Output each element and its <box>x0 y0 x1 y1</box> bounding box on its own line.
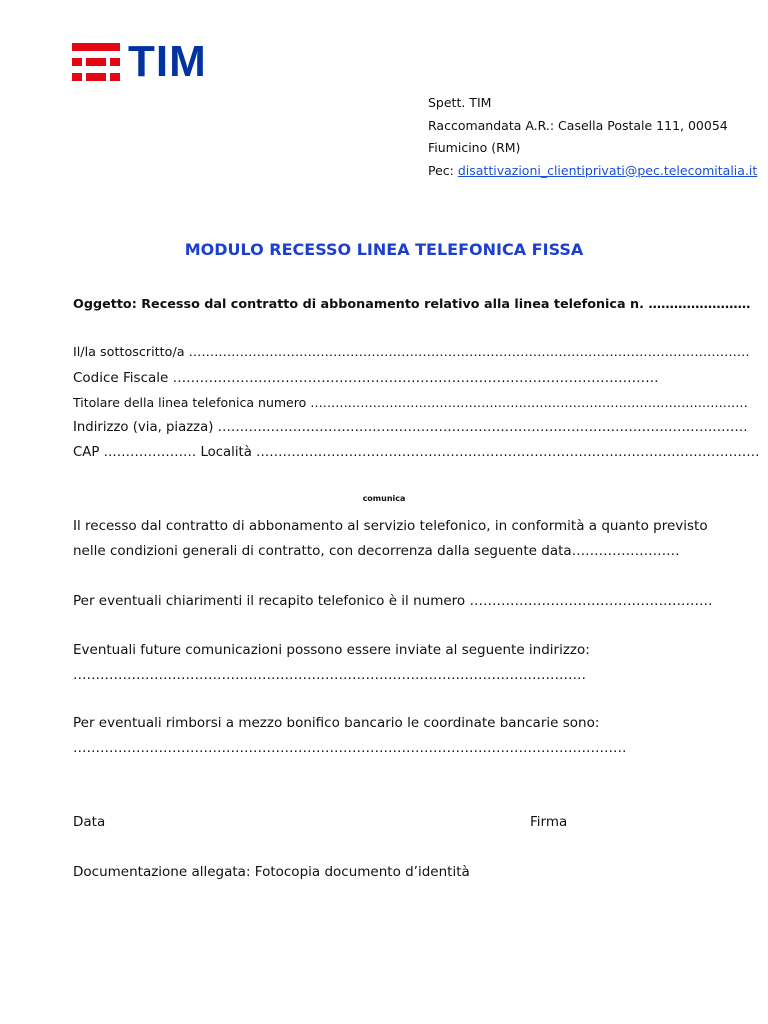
field-titolare: Titolare della linea telefonica numero …………………………………………………………………………………………… <box>73 395 748 410</box>
address-line-3: Fiumicino (RM) <box>428 140 521 155</box>
tim-stripes-icon <box>72 43 120 81</box>
tim-logo <box>72 37 222 86</box>
recipient-address <box>428 92 757 182</box>
comunicazioni-dots: …………………………………………………………………………………………………… <box>73 667 586 683</box>
data-label: Data <box>73 814 106 830</box>
address-line-1: Spett. TIM <box>428 95 492 110</box>
document-title: MODULO RECESSO LINEA TELEFONICA FISSA <box>184 240 584 259</box>
pec-email-link[interactable]: disattivazioni_clientiprivati@pec.telecomitalia.it <box>457 162 758 178</box>
subject-line: Oggetto: Recesso dal contratto di abbonamento relativo alla linea telefonica n. …………………… <box>73 297 751 312</box>
pec-line <box>428 160 757 183</box>
rimborsi-line: Per eventuali rimborsi a mezzo bonifico bancario le coordinate bancarie sono: <box>73 715 600 731</box>
address-line-2: Raccomandata A.R.: Casella Postale 111, 00054 <box>428 117 728 133</box>
comunica-heading: comunica <box>362 494 406 503</box>
pec-label: Pec: <box>428 162 458 178</box>
field-cap-localita: CAP ………………… Località …………………………………………………………………………………………………… <box>73 445 760 460</box>
field-codice-fiscale: Codice Fiscale ……………………………………………………………………………………………… <box>73 370 659 386</box>
recesso-line-2: nelle condizioni generali di contratto, con decorrenza dalla seguente data…………………… <box>73 543 680 559</box>
logo-wordmark: TIM <box>128 37 207 86</box>
comunicazioni-line: Eventuali future comunicazioni possono essere inviate al seguente indirizzo: <box>73 642 590 658</box>
recesso-line-1: Il recesso dal contratto di abbonamento al servizio telefonico, in conformità a quanto previsto <box>73 518 708 534</box>
field-sottoscritto: Il/la sottoscritto/a …………………………………………………………………………………………………………………… <box>73 345 750 360</box>
rimborsi-dots: …………………………………………………………………………………………………………… <box>73 740 627 756</box>
field-indirizzo: Indirizzo (via, piazza) ………………………………………………………………………………………………………… <box>73 420 748 435</box>
documentazione-line: Documentazione allegata: Fotocopia documento d’identità <box>73 864 470 880</box>
recapito-line: Per eventuali chiarimenti il recapito telefonico è il numero ……………………………………………… <box>73 593 713 609</box>
firma-label: Firma <box>530 814 568 830</box>
